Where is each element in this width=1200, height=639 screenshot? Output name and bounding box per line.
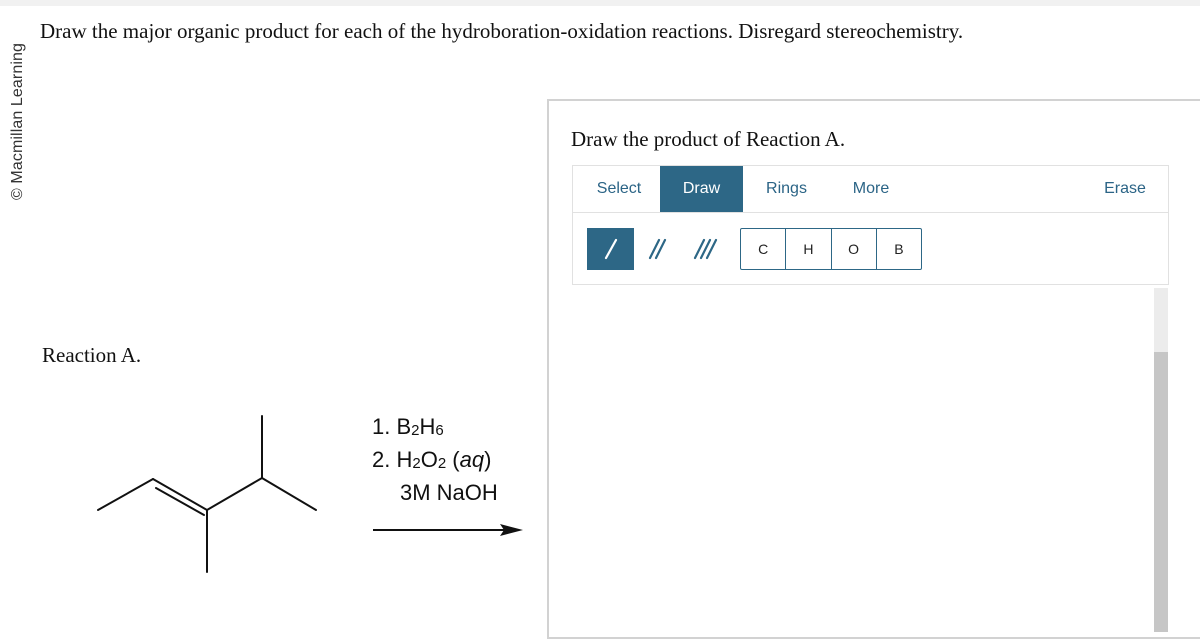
double-bond-icon [646,237,670,261]
toolbar-tools [573,213,1168,285]
atom-c-button[interactable]: C [741,229,786,269]
reagent-step-1: 1. $B_2H_6$ [372,414,444,439]
bond-tools [587,228,729,270]
reagent-step-2-base: 3M NaOH [400,480,498,505]
bond-line [262,478,316,510]
panel-title: Draw the product of Reaction A. [571,127,846,151]
tab-more[interactable]: More [852,180,890,197]
triple-bond-tool[interactable] [681,228,728,270]
double-bond-tool[interactable] [634,228,681,270]
atom-tools [740,228,922,270]
tab-select[interactable]: Select [596,180,642,197]
atom-o-button[interactable]: O [832,229,877,269]
reagent-step-2: 2. $H_2O_2$ (aq) [372,447,492,472]
tab-draw[interactable]: Draw [660,166,743,212]
triple-bond-icon [692,237,718,261]
reactant-structure [0,0,560,632]
single-bond-icon [599,237,623,261]
bond-line [207,478,262,510]
bond-line [153,479,207,510]
single-bond-tool[interactable] [587,228,634,270]
reaction-arrow [373,524,523,536]
double-bond-line [156,488,204,515]
atom-b-button[interactable]: B [894,241,904,257]
drawing-toolbar [572,165,1169,285]
reaction-label: Reaction A. [42,343,142,367]
tab-rings[interactable]: Rings [766,180,807,197]
tab-erase[interactable]: Erase [1104,180,1146,197]
toolbar-tabs [573,166,1168,213]
copyright-notice: © Macmillan Learning [9,43,26,200]
question-text: Draw the major organic product for each of the hydroboration-oxidation reactions. Disregard stereochemistry. [40,19,964,43]
reagents [372,412,498,508]
atom-h-button[interactable]: H [786,229,831,269]
scrollbar-thumb[interactable] [1154,352,1168,632]
bond-line [98,479,153,510]
